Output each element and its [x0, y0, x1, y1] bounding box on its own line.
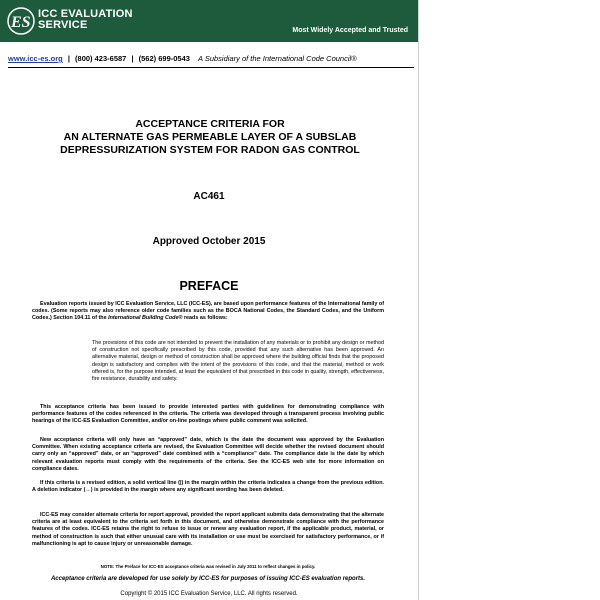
separator: |: [67, 54, 70, 63]
preface-paragraph-1: [32, 301, 384, 323]
logo-line-2: SERVICE: [38, 19, 88, 31]
paragraph-text: ® reads as follows:: [178, 315, 228, 322]
title-line-1: ACCEPTANCE CRITERIA FOR: [135, 118, 285, 130]
divider: [8, 67, 414, 68]
subsidiary-note: A Subsidiary of the International Code Council®: [198, 54, 357, 63]
phone-number-1: (800) 423-6587: [75, 54, 127, 63]
header-tagline: Most Widely Accepted and Trusted: [292, 27, 408, 34]
usage-statement: Acceptance criteria are developed for use solely by ICC-ES for purposes of issuing ICC-ES evaluation reports.: [50, 576, 366, 582]
paragraph-text: Evaluation reports issued by ICC Evaluation Service, LLC (ICC-ES), are based upon performance features of the International family of codes. (Some reports may also reference older code families such as the BOCA National Codes, the Standard Codes, and the Uniform Codes.) Section 104.11 of the: [32, 301, 384, 322]
page-border: [418, 0, 419, 600]
separator: |: [131, 54, 134, 63]
header-banner: [0, 0, 418, 42]
policy-note: NOTE: The Preface for ICC-ES acceptance criteria was revised in July 2011 to reflect changes in policy.: [100, 564, 316, 569]
preface-paragraph-5: ICC-ES may consider alternate criteria for report approval, provided the report applicant submits data demonstrating that the alternate criteria are at least equivalent to the criteria set forth in this document, and otherwise demonstrate compliance with the performance features of the codes. ICC-ES retains the right to refuse to issue or renew any evaluation report, if the applicable product, material, or method of construction is such that either unusual care with its installation or use must be exercised for satisfactory performance, or if malfunctioning is apt to cause injury or unreasonable damage.: [32, 512, 384, 547]
code-quote: The provisions of this code are not intended to prevent the installation of any materials or to prohibit any design or method of construction not specifically prescribed by this code, provided that any such alternative has been approved. An alternative material, design or method of construction shall be approved where the building official finds that the proposed design is satisfactory and complies with the intent of the provisions of this code, and that the material, method or work offered is, for the purpose intended, at least the equivalent of that prescribed in this code in quality, strength, effectiveness, fire resistance, durability and safety.: [92, 340, 384, 383]
document-title: [30, 118, 390, 157]
title-line-2: AN ALTERNATE GAS PERMEABLE LAYER OF A SUBSLAB: [63, 131, 357, 143]
preface-paragraph-3: New acceptance criteria will only have an “approved” date, which is the date the document was approved by the Evaluation Committee. When existing acceptance criteria are revised, the Evaluation Committee will decide whether the revised document should carry only an “approved” date, or an “approved” date combined with a “compliance” date. The compliance date is the date by which relevant evaluation reports must comply with the requirements of the criteria. See the ICC-ES web site for more information on compliance dates.: [32, 437, 384, 472]
website-link[interactable]: www.icc-es.org: [8, 54, 63, 63]
preface-paragraph-4: If this criteria is a revised edition, a solid vertical line (|) in the margin within the criteria indicates a change from the previous edition. A deletion indicator (→) is provided in the margin where any significant wording has been deleted.: [32, 480, 384, 494]
preface-heading: PREFACE: [179, 279, 239, 293]
code-reference: International Building Code: [108, 315, 179, 322]
approval-date: Approved October 2015: [152, 236, 266, 247]
icc-es-logo-icon: [7, 6, 35, 36]
title-line-3: DEPRESSURIZATION SYSTEM FOR RADON GAS CONTROL: [60, 144, 360, 156]
phone-number-2: (562) 699-0543: [138, 54, 190, 63]
logo-wordmark: [38, 9, 133, 31]
copyright-notice: Copyright © 2015 ICC Evaluation Service, LLC. All rights reserved.: [120, 591, 298, 597]
contact-bar: [8, 54, 414, 63]
logo-line-1: ICC EVALUATION: [38, 8, 133, 20]
svg-text:ES: ES: [11, 14, 31, 31]
criteria-number: AC461: [193, 191, 225, 202]
preface-paragraph-2: This acceptance criteria has been issued to provide interested parties with guidelines for demonstrating compliance with performance features of the codes referenced in the criteria. The criteria was developed through a transparent process involving public hearings of the ICC-ES Evaluation Committee, and/or on-line postings where public comment was solicited.: [32, 404, 384, 425]
